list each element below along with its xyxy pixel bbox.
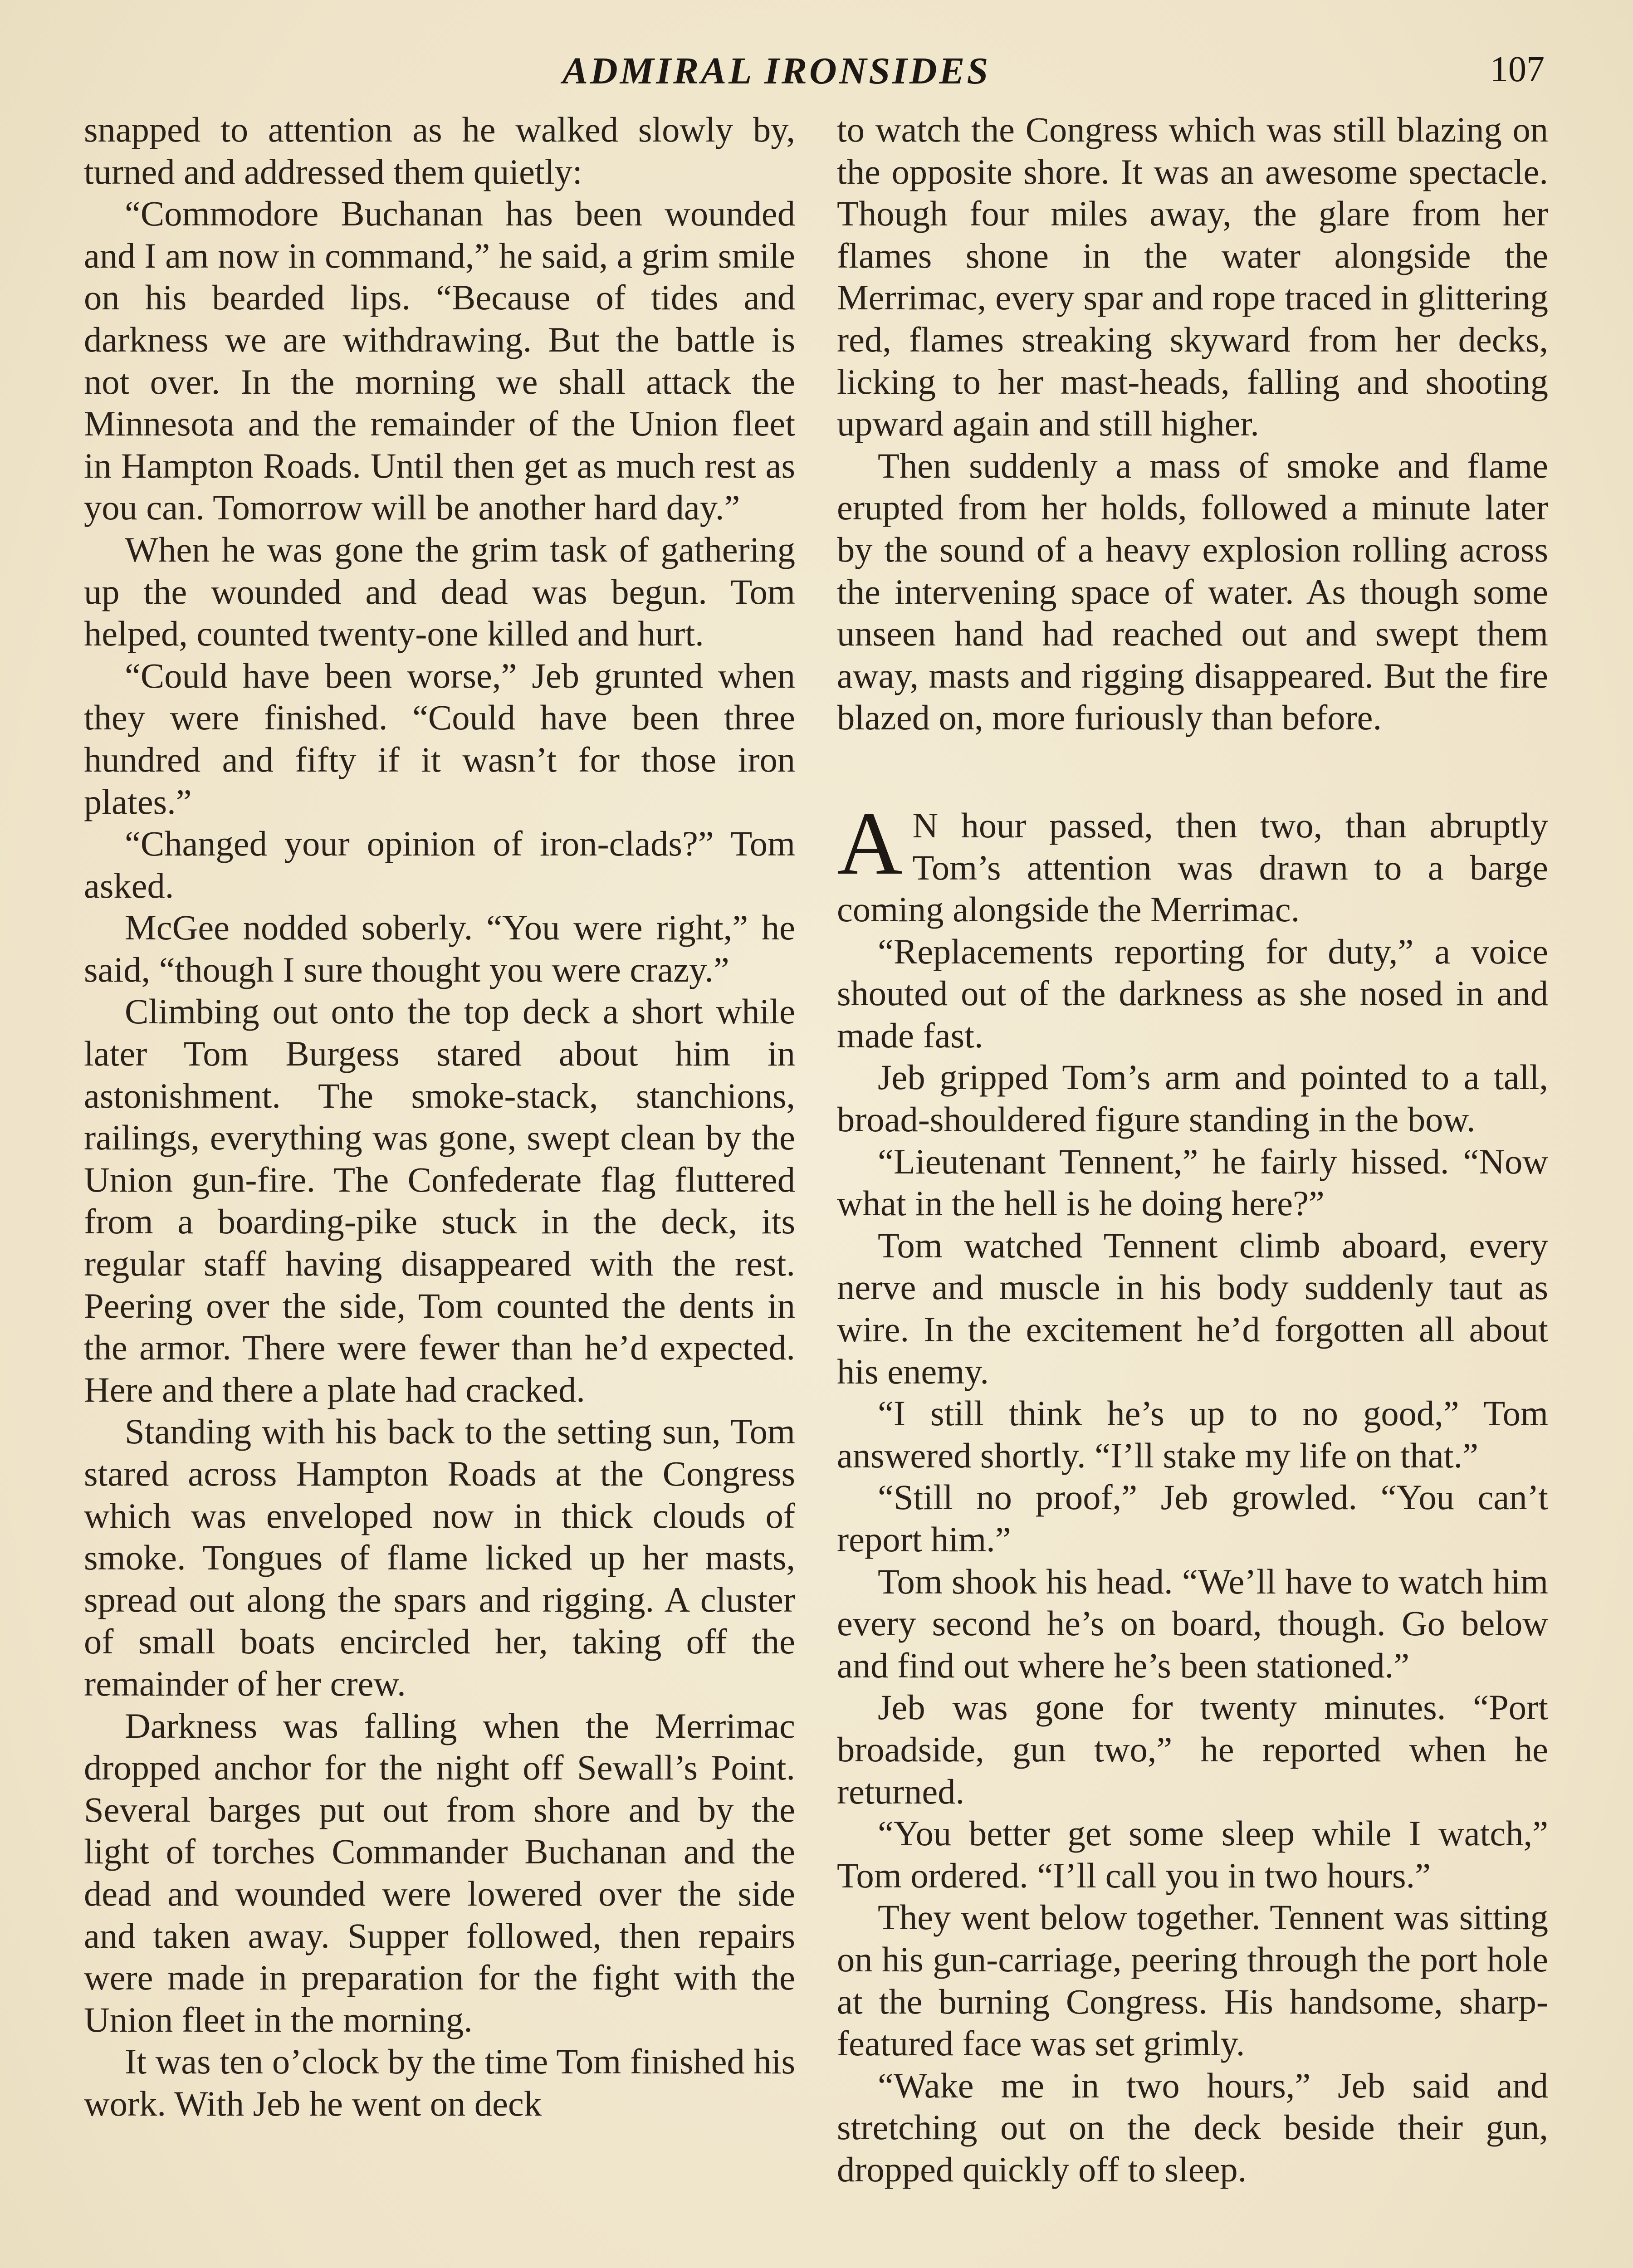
- paragraph: Standing with his back to the setting sun, Tom stared across Hampton Roads at the Congress which was enveloped now in thick clouds of smoke. Tongues of flame licked up her masts, spread out along the spars and rigging. A cluster of small boats encircled her, taking off the remainder of her crew.: [84, 1412, 795, 1703]
- running-head: [562, 49, 1545, 99]
- paragraph: “Could have been worse,” Jeb grunted when they were finished. “Could have been three hundred and fifty if it wasn’t for those iron plates.”: [84, 655, 795, 821]
- page-number: 107: [1490, 49, 1545, 89]
- paragraph: snapped to attention as he walked slowly by, turned and addressed them quietly:: [84, 110, 795, 191]
- paragraph: Darkness was falling when the Merrimac dropped anchor for the night off Sewall’s Point. Several barges put out from shore and by the light of torches Commander Buchanan and the dead and wounded were lowered over the side and taken away. Supper followed, then repairs were made in preparation for the fight with the Union fleet in the morning.: [84, 1706, 795, 2039]
- paragraph: “I still think he’s up to no good,” Tom answered shortly. “I’ll stake my life on that.”: [837, 1393, 1548, 1475]
- paragraph: “Lieutenant Tennent,” he fairly hissed. “Now what in the hell is he doing here?”: [837, 1141, 1548, 1223]
- paragraph: Jeb was gone for twenty minutes. “Port broadside, gun two,” he reported when he returned.: [837, 1687, 1548, 1811]
- paragraph: “Changed your opinion of iron-clads?” Tom asked.: [84, 824, 795, 905]
- paragraph: McGee nodded soberly. “You were right,” he said, “though I sure thought you were crazy.”: [84, 908, 795, 989]
- drop-cap: A: [837, 793, 903, 894]
- section-break: [837, 739, 1548, 805]
- paragraph: Climbing out onto the top deck a short while later Tom Burgess stared about him in astonishment. The smoke-stack, stanchions, railings, everything was gone, swept clean by the Union gun-fire. The Confederate flag fluttered from a boarding-pike stuck in the deck, its regular staff having disappeared with the rest. Peering over the side, Tom counted the dents in the armor. There were fewer than he’d expected. Here and there a plate had cracked.: [84, 992, 795, 1409]
- paragraph: Then suddenly a mass of smoke and flame erupted from her holds, followed a minute later by the sound of a heavy explosion rolling across the intervening space of water. As though some unseen hand had reached out and swept them away, masts and rigging disappeared. But the fire blazed on, more furiously than before.: [837, 445, 1548, 738]
- paragraph: “You better get some sleep while I watch,” Tom ordered. “I’ll call you in two hours.”: [837, 1813, 1548, 1895]
- paragraph: “Wake me in two hours,” Jeb said and stretching out on the deck beside their gun, dropped quickly off to sleep.: [837, 2065, 1548, 2189]
- dropcap-paragraph: [837, 793, 1548, 931]
- paragraph: Jeb gripped Tom’s arm and pointed to a tall, broad-shouldered figure standing in the bow.: [837, 1057, 1548, 1139]
- paragraph: They went below together. Tennent was sitting on his gun-carriage, peering through the port hole at the burning Congress. His handsome, sharp-featured face was set grimly.: [837, 1897, 1548, 2063]
- left-column: [84, 109, 795, 2125]
- paragraph: Tom watched Tennent climb aboard, every nerve and muscle in his body suddenly taut as wire. In the excitement he’d forgotten all about his enemy.: [837, 1225, 1548, 1391]
- paragraph: “Still no proof,” Jeb growled. “You can’t report him.”: [837, 1477, 1548, 1559]
- right-column: [837, 109, 1548, 2191]
- paragraph: “Commodore Buchanan has been wounded and I am now in command,” he said, a grim smile on his bearded lips. “Because of tides and darkness we are withdrawing. But the battle is not over. In the morning we shall attack the Minnesota and the remainder of the Union fleet in Hampton Roads. Until then get as much rest as you can. Tomorrow will be another hard day.”: [84, 194, 795, 528]
- paragraph: It was ten o’clock by the time Tom finished his work. With Jeb he went on deck: [84, 2042, 795, 2123]
- paragraph: “Replacements reporting for duty,” a voice shouted out of the darkness as she nosed in and made fast.: [837, 931, 1548, 1055]
- paragraph: Tom shook his head. “We’ll have to watch him every second he’s on board, though. Go below and find out where he’s been stationed.”: [837, 1561, 1548, 1685]
- dropcap-paragraph-text: N hour passed, then two, than abruptly Tom’s attention was drawn to a barge coming alongside the Merrimac.: [837, 805, 1548, 929]
- running-title: ADMIRAL IRONSIDES: [562, 50, 991, 92]
- paragraph: to watch the Congress which was still blazing on the opposite shore. It was an awesome spectacle. Though four miles away, the glare from her flames shone in the water alongside the Merrimac, every spar and rope traced in glittering red, flames streaking skyward from her decks, licking to her mast-heads, falling and shooting upward again and still higher.: [837, 110, 1548, 444]
- paragraph: When he was gone the grim task of gathering up the wounded and dead was begun. Tom helped, counted twenty-one killed and hurt.: [84, 529, 795, 654]
